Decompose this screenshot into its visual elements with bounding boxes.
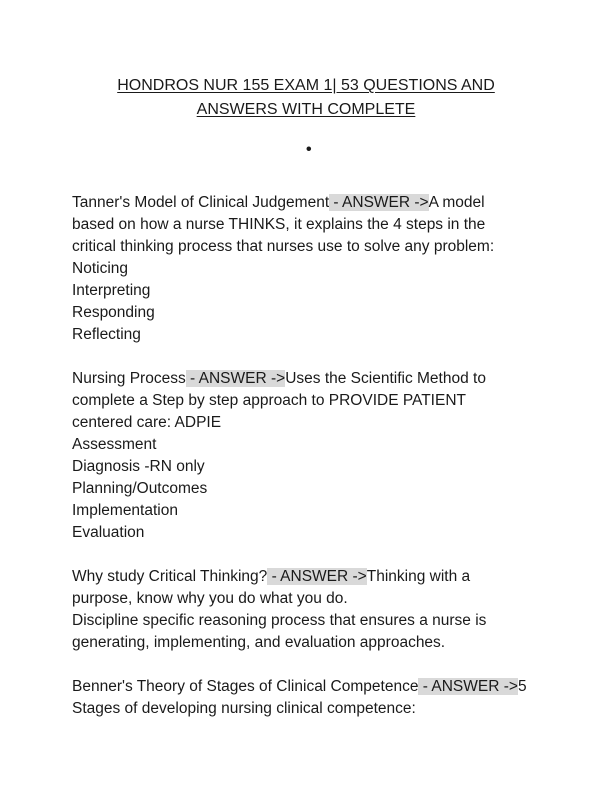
question-text: Why study Critical Thinking? bbox=[72, 568, 268, 585]
answer-line: critical thinking process that nurses use to solve any problem: bbox=[72, 238, 495, 255]
title-line-2: ANSWERS WITH COMPLETE bbox=[196, 101, 416, 118]
answer-line: Reflecting bbox=[72, 326, 141, 343]
qa-first-line bbox=[72, 566, 542, 588]
qa-item bbox=[72, 566, 542, 654]
answer-line: Evaluation bbox=[72, 524, 145, 541]
answer-text: Thinking with a bbox=[366, 568, 471, 585]
answer-line: Implementation bbox=[72, 502, 178, 519]
answer-line: Interpreting bbox=[72, 282, 151, 299]
bullet-dot: • bbox=[306, 141, 312, 158]
answer-marker: - ANSWER -> bbox=[329, 194, 429, 211]
question-text: Benner's Theory of Stages of Clinical Competence bbox=[72, 678, 419, 695]
answer-marker: - ANSWER -> bbox=[418, 678, 518, 695]
answer-line: Planning/Outcomes bbox=[72, 480, 208, 497]
answer-marker: - ANSWER -> bbox=[267, 568, 367, 585]
answer-line: Noticing bbox=[72, 260, 128, 277]
document-title bbox=[60, 74, 552, 122]
answer-line: Discipline specific reasoning process that ensures a nurse is bbox=[72, 612, 487, 629]
qa-item bbox=[72, 192, 542, 346]
qa-first-line bbox=[72, 368, 542, 390]
qa-list bbox=[72, 192, 542, 742]
answer-text: Uses the Scientific Method to bbox=[285, 370, 486, 387]
answer-line: complete a Step by step approach to PROVIDE PATIENT bbox=[72, 392, 466, 409]
answer-text: 5 bbox=[517, 678, 527, 695]
qa-first-line bbox=[72, 192, 542, 214]
answer-line: based on how a nurse THINKS, it explains the 4 steps in the bbox=[72, 216, 486, 233]
answer-line: purpose, know why you do what you do. bbox=[72, 590, 348, 607]
question-text: Tanner's Model of Clinical Judgement bbox=[72, 194, 330, 211]
answer-text: A model bbox=[428, 194, 485, 211]
answer-line: Stages of developing nursing clinical competence: bbox=[72, 700, 416, 717]
answer-line: centered care: ADPIE bbox=[72, 414, 222, 431]
answer-line: Diagnosis -RN only bbox=[72, 458, 205, 475]
answer-line: Assessment bbox=[72, 436, 157, 453]
title-line-1: HONDROS NUR 155 EXAM 1| 53 QUESTIONS AND bbox=[117, 77, 495, 94]
qa-item bbox=[72, 676, 542, 720]
qa-first-line bbox=[72, 676, 542, 698]
question-text: Nursing Process bbox=[72, 370, 186, 387]
answer-marker: - ANSWER -> bbox=[185, 370, 286, 387]
answer-line: Responding bbox=[72, 304, 155, 321]
answer-line: generating, implementing, and evaluation approaches. bbox=[72, 634, 446, 651]
qa-item bbox=[72, 368, 542, 544]
